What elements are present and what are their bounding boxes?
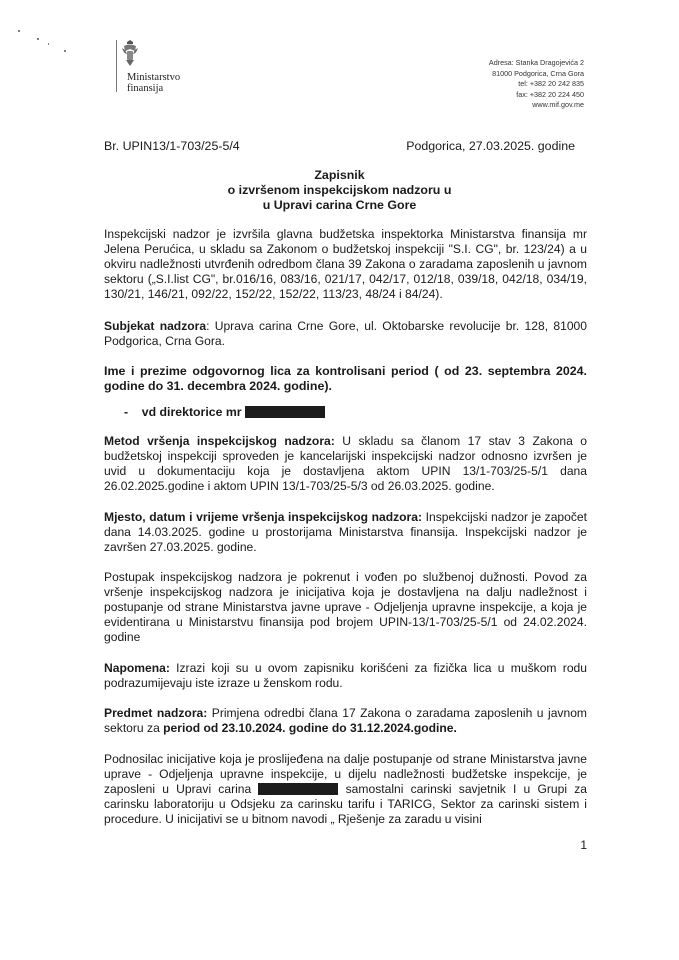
subject-text: : Uprava carina Crne Gore, ul. Oktobarske revolucije br. 128, 81000 Podgorica, Crna Gora.	[104, 319, 587, 348]
logo-divider	[116, 40, 117, 92]
title-line-2: o izvršenom inspekcijskom nadzoru u	[227, 182, 452, 197]
address-website: www.mif.gov.me	[532, 100, 584, 110]
object-label: Predmet nadzora:	[104, 706, 208, 720]
address-city: 81000 Podgorica, Crna Gora	[492, 68, 584, 78]
title-line-1: Zapisnik	[314, 168, 365, 182]
reference-number: Br. UPIN13/1-703/25-5/4	[104, 139, 240, 153]
address-street: Adresa: Stanka Dragojevića 2	[488, 58, 584, 67]
object-text: Primjena odredbi člana 17 Zakona o zaradama zaposlenih u javnom sektoru za	[104, 706, 587, 735]
scan-speck	[48, 43, 49, 45]
initiative-text-part1: Podnosilac inicijative koja je proslijeđena na dalje postupanje od strane Ministarstva javne uprave - Odjeljenja upravne inspekcije, u dijelu nadležnosti budžetske inspekcije, je zaposleni u Upravi carina	[104, 752, 587, 796]
subject-paragraph	[104, 319, 587, 349]
place-text: Inspekcijski nadzor je započet dana 14.03.2025. godine u prostorijama Ministarstva finansija. Inspekcijski nadzor je završen 27.03.2025. godine.	[104, 510, 587, 554]
document-title	[0, 168, 679, 212]
ministry-name-line2: finansija	[127, 83, 164, 94]
address-phone: tel: +382 20 242 835	[518, 79, 584, 89]
initiative-text-part2: samostalni carinski savjetnik I u Grupi za carinsku laboratoriju u Odsjeku za carinsku tarifu i TARICG, Sektor za carinski sistem i procedure. U inicijativi se u bitnom navodi „ Rješenje za zaradu u visini	[104, 782, 587, 826]
address-block	[489, 58, 584, 111]
page-number: 1	[580, 838, 587, 852]
responsible-person-title: vd direktorice mr	[141, 405, 242, 419]
object-paragraph	[104, 706, 587, 736]
scan-speck	[64, 50, 66, 52]
place-label: Mjesto, datum i vrijeme vršenja inspekcijskog nadzora:	[104, 510, 423, 524]
title-line-3: u Upravi carina Crne Gore	[262, 197, 417, 212]
note-label: Napomena:	[104, 661, 170, 675]
subject-label: Subjekat nadzora	[104, 319, 207, 333]
coat-of-arms-icon	[120, 40, 140, 68]
redaction-bar	[245, 406, 325, 418]
ministry-name-line1: Ministarstvo	[127, 72, 181, 83]
method-paragraph	[104, 434, 587, 494]
bullet-dash: -	[124, 405, 129, 419]
note-text: Izrazi koji su u ovom zapisniku korišćeni za fizička lica u muškom rodu podrazumijevaju iste izraze u ženskom rodu.	[104, 661, 587, 690]
method-text: U skladu sa članom 17 stav 3 Zakona o budžetskoj inspekciji sproveden je kancelarijski inspekcijski nadzor odnosno izvršen je uvid u dokumentaciju koja je dostavljena aktom UPIN 13/1-703/25-5/1 dana 26.02.2025.godine i aktom UPIN 13/1-703/25-5/3 od 26.03.2025. godine.	[104, 434, 587, 493]
address-fax: fax: +382 20 224 450	[516, 89, 584, 99]
intro-paragraph: Inspekcijski nadzor je izvršila glavna budžetska inspektorka Ministarstva finansija mr Jelena Perućica, u skladu sa Zakonom o budžetskoj inspekciji "S.I. CG", br. 123/24) a u okviru nadležnosti utvrđenih odredbom člana 39 Zakona o zaradama zaposlenih u javnom sektoru („S.I.list CG", br.016/16, 083/16, 021/17, 042/17, 012/18, 039/18, 042/18, 034/19, 130/21, 146/21, 092/22, 152/22, 152/22, 113/23, 48/24 i 84/24).	[104, 227, 587, 301]
object-period: period od 23.10.2024. godine do 31.12.2024.godine.	[163, 721, 457, 735]
responsible-person-item	[124, 405, 325, 419]
place-date: Podgorica, 27.03.2025. godine	[406, 139, 575, 153]
redaction-bar	[258, 783, 338, 795]
note-paragraph	[104, 661, 587, 691]
responsible-heading: Ime i prezime odgovornog lica za kontrolisani period ( od 23. septembra 2024. godine do 31. decembra 2024. godine).	[104, 364, 587, 393]
scan-speck	[37, 38, 39, 40]
place-paragraph	[104, 510, 587, 555]
procedure-paragraph: Postupak inspekcijskog nadzora je pokrenut i vođen po službenoj dužnosti. Povod za vršenje inspekcijskog nadzora je inicijativa koja je dostavljena na dalju nadležnost i postupanje od strane Ministarstva javne uprave - Odjeljenja upravne inspekcije, a koja je evidentirana u Ministarstvu finansija pod brojem UPIN-13/1-703/25-5/1 od 24.02.2024. godine	[104, 570, 587, 644]
initiative-paragraph	[104, 752, 587, 827]
method-label: Metod vršenja inspekcijskog nadzora:	[104, 434, 335, 448]
scan-speck	[18, 30, 20, 32]
